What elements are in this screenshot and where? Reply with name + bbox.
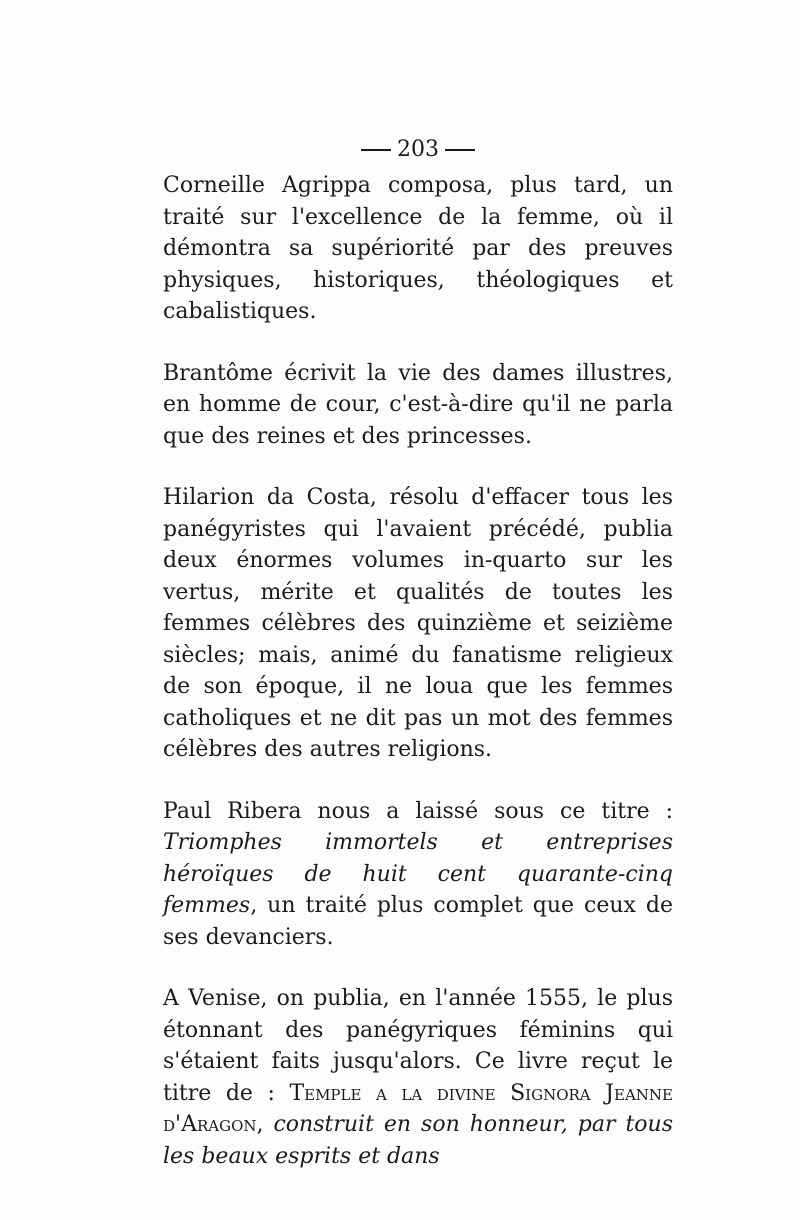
book-title-smallcaps: Temple a la divine Signora Jeanne d'Aragon — [163, 1080, 673, 1137]
paragraph-text: A Venise, on publia, en l'année 1555, le plus étonnant des panégyriques féminins qui s'étaient faits jusqu'alors. Ce livre reçut le titre de : — [163, 986, 673, 1106]
paragraph — [163, 482, 673, 766]
paragraph — [163, 796, 673, 954]
book-title-italic: Triomphes immortels et entreprises héroïques de huit cent quarante-cinq femmes — [163, 830, 673, 918]
paragraph-text: Corneille Agrippa composa, plus tard, un traité sur l'excellence de la femme, où il démontra sa supériorité par des preuves physiques, historiques, théologiques et cabalistiques. — [163, 173, 673, 324]
paragraph — [163, 358, 673, 453]
paragraph — [163, 170, 673, 328]
paragraph-text: Paul Ribera nous a laissé sous ce titre : — [163, 798, 673, 824]
paragraph-text: , — [256, 1112, 274, 1137]
folio-dash-right — [445, 149, 475, 151]
folio-dash-left — [361, 149, 391, 151]
text-block — [163, 136, 673, 1172]
paragraph-text: Brantôme écrivit la vie des dames illustres, en homme de cour, c'est-à-dire qu'il ne parla que des reines et des princesses. — [163, 360, 673, 449]
paragraph-text: , un traité plus complet que ceux de ses devanciers. — [163, 893, 673, 950]
paragraph — [163, 983, 673, 1172]
paragraph-text: Hilarion da Costa, résolu d'effacer tous les panégyristes qui l'avaient précédé, publia deux énormes volumes in-quarto sur les vertus, mérite et qualités de toutes les femmes célèbres des quinzième et seizième siècles; mais, animé du fanatisme religieux de son époque, il ne loua que les femmes catholiques et ne dit pas un mot des femmes célèbres des autres religions. — [163, 485, 673, 762]
page-number — [163, 136, 673, 164]
book-title-italic: construit en son honneur, par tous les beaux esprits et dans — [163, 1112, 673, 1169]
page-number-value: 203 — [397, 137, 439, 162]
